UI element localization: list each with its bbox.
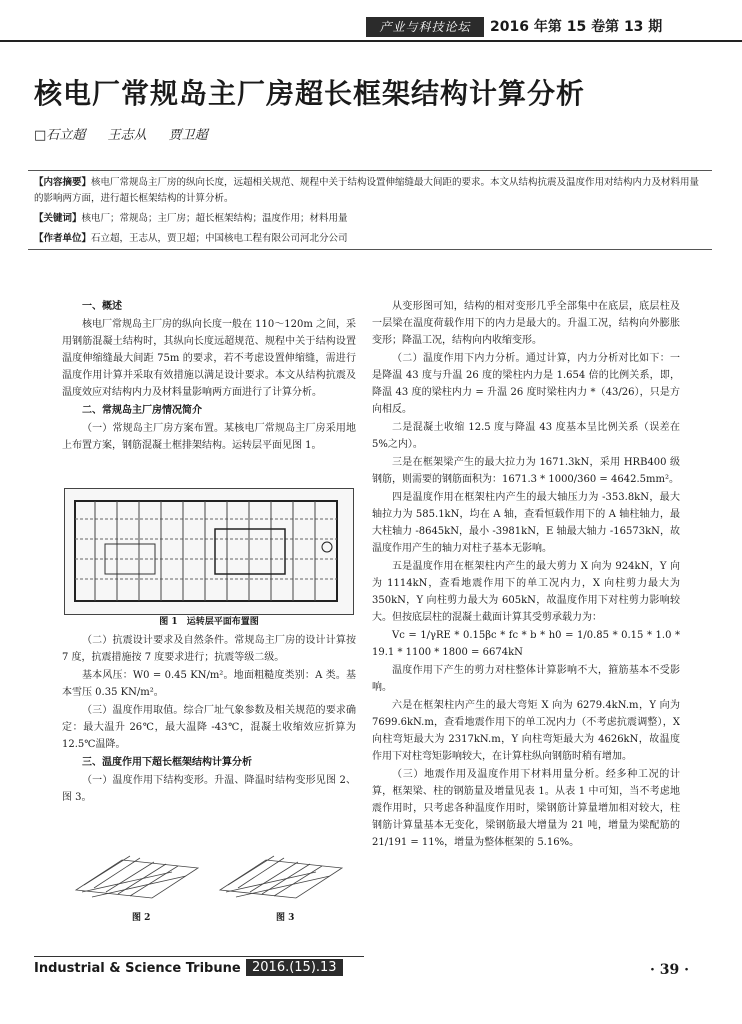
author-1: □石立超 [34,128,86,143]
abstract-box [28,170,712,250]
left-column-top [62,298,356,455]
affiliation-label: 【作者单位】 [34,233,92,244]
figure-1-caption: 图 1 运转层平面布置图 [159,617,259,627]
paragraph: （二）温度作用下内力分析。通过计算，内力分析对比如下：一是降温 43 度与升温 26 度的梁柱内力是 1.654 倍的比例关系，即，降温 43 度的梁柱内力 = 升温 26 度时梁柱内力 *（43/26），只是方向相反。 [372,353,680,415]
paragraph: 三是在框架梁产生的最大拉力为 1671.3kN，采用 HRB400 级钢筋，则需要的钢筋面积为：1671.3 * 1000/360 = 4642.5mm²。 [372,457,680,485]
footer-brand: Industrial & Science Tribune [34,961,241,976]
affiliation-text: 石立超，王志从，贾卫超；中国核电工程有限公司河北分公司 [91,233,348,244]
formula: Vc = 1/γRE * 0.15βc * fc * b * h0 = 1/0.85 * 0.15 * 1.0 * 19.1 * 1100 * 1800 = 6674kN [372,630,680,658]
footer-volume: 2016.(15).13 [246,959,343,976]
floor-plan-drawing [65,489,353,614]
keywords-label: 【关键词】 [34,213,82,224]
author-3: 贾卫超 [168,128,208,143]
paragraph: 温度作用下产生的剪力对柱整体计算影响不大，箍筋基本不受影响。 [372,665,680,693]
journal-badge: 产业与科技论坛 [366,17,484,37]
author-list [34,124,226,143]
right-column [372,298,680,852]
abstract-summary [34,175,708,207]
section-heading: 三、温度作用下超长框架结构计算分析 [82,757,252,768]
paragraph: （三）地震作用及温度作用下材料用量分析。经多种工况的计算，框架梁、柱的钢筋量及增量见表 1。从表 1 中可知，当不考虑地震作用时，只考虑各种温度作用时，梁钢筋计算量增加相对较大，柱钢筋计算量基本无变化，梁钢筋最大增量为 21 吨，增量为梁配筋的 21/191 = 11%，增量为整体框架的 5.16%。 [372,769,680,848]
left-column-bottom [62,632,356,807]
figure-2-caption: 图 2 [132,913,151,923]
summary-label: 【内容摘要】 [34,177,92,188]
figures-2-3 [62,848,356,922]
page-number: · 39 · [650,962,689,978]
header-divider [0,40,742,42]
paragraph: 二是混凝土收缩 12.5 度与降温 43 度基本呈比例关系（误差在 5%之内）。 [372,422,680,450]
paragraph: 六是在框架柱内产生的最大弯矩 X 向为 6279.4kN.m，Y 向为 7699.6kN.m，查看地震作用下的单工况内力（不考虑抗震调整），X 向柱弯矩最大为 2317kN.m，Y 向柱弯矩最大为 4626kN，故温度作用下对柱弯矩影响较大，在计算柱纵向钢筋时稍有增加。 [372,700,680,762]
keywords-text: 核电厂；常规岛；主厂房；超长框架结构；温度作用；材料用量 [81,213,348,224]
article-title: 核电厂常规岛主厂房超长框架结构计算分析 [34,77,586,110]
section-heading: 一、概述 [82,301,122,312]
deformation-drawings [62,848,356,908]
figure-3-caption: 图 3 [276,913,295,923]
issue-label: 2016 年第 15 卷第 13 期 [490,19,663,35]
paragraph: 五是温度作用在框架柱内产生的最大剪力 X 向为 924kN，Y 向为 1114kN，查看地震作用下的单工况内力，X 向柱剪力最大为 350kN，Y 向柱剪力最大为 605kN，故温度作用下对柱剪力影响较大。但按底层柱的混凝土截面计算其受剪承载力为： [372,561,680,623]
abstract-affiliation [34,231,708,247]
paragraph: （三）温度作用取值。综合厂址气象参数及相关规范的要求确定：最大温升 26℃，最大温降 -43℃，混凝土收缩效应折算为 12.5℃温降。 [62,705,356,750]
summary-text: 核电厂常规岛主厂房的纵向长度，远超相关规范、规程中关于结构设置伸缩缝最大间距的要求。本文从结构抗震及温度作用对结构内力及材料用量的影响两方面，进行超长框架结构的计算分析。 [34,177,700,204]
paragraph: （一）温度作用下结构变形。升温、降温时结构变形见图 2、图 3。 [62,775,356,803]
paragraph: 基本风压：W0 = 0.45 KN/m²。地面粗糙度类别：A 类。基本雪压 0.35 KN/m²。 [62,670,356,698]
figure-1-floor-plan [64,488,354,615]
paragraph: 核电厂常规岛主厂房的纵向长度一般在 110～120m 之间，采用钢筋混凝土结构时，其纵向长度远超规范、规程中关于结构设置温度伸缩缝最大间距 75m 的要求，若不考虑设置伸缩缝，需进行温度作用计算并采取有效措施以满足设计要求。本文从结构抗震及温度效应对结构内力及材料量影响两方面进行了计算分析。 [62,319,357,398]
paragraph: （一）常规岛主厂房方案布置。某核电厂常规岛主厂房采用地上布置方案，钢筋混凝土框排架结构。运转层平面见图 1。 [62,423,356,451]
author-2: 王志从 [107,128,147,143]
paragraph: （二）抗震设计要求及自然条件。常规岛主厂房的设计计算按 7 度，抗震措施按 7 度要求进行；抗震等级二级。 [62,635,356,663]
section-heading: 二、常规岛主厂房情况简介 [82,405,202,416]
abstract-keywords [34,211,708,227]
paragraph: 从变形图可知，结构的相对变形几乎全部集中在底层，底层柱及一层梁在温度荷载作用下的内力是最大的。升温工况，结构向外膨胀变形；降温工况，结构向内收缩变形。 [372,301,680,346]
footer-divider [34,956,364,957]
paragraph: 四是温度作用在框架柱内产生的最大轴压力为 -353.8kN，最大轴拉力为 585.1kN，均在 A 轴，查看恒载作用下的 A 轴柱轴力，最大柱轴力 -8645kN，最小 -3981kN，E 轴最大轴力 -16573kN，故温度作用产生的轴力对柱子基本无影响。 [372,492,680,554]
